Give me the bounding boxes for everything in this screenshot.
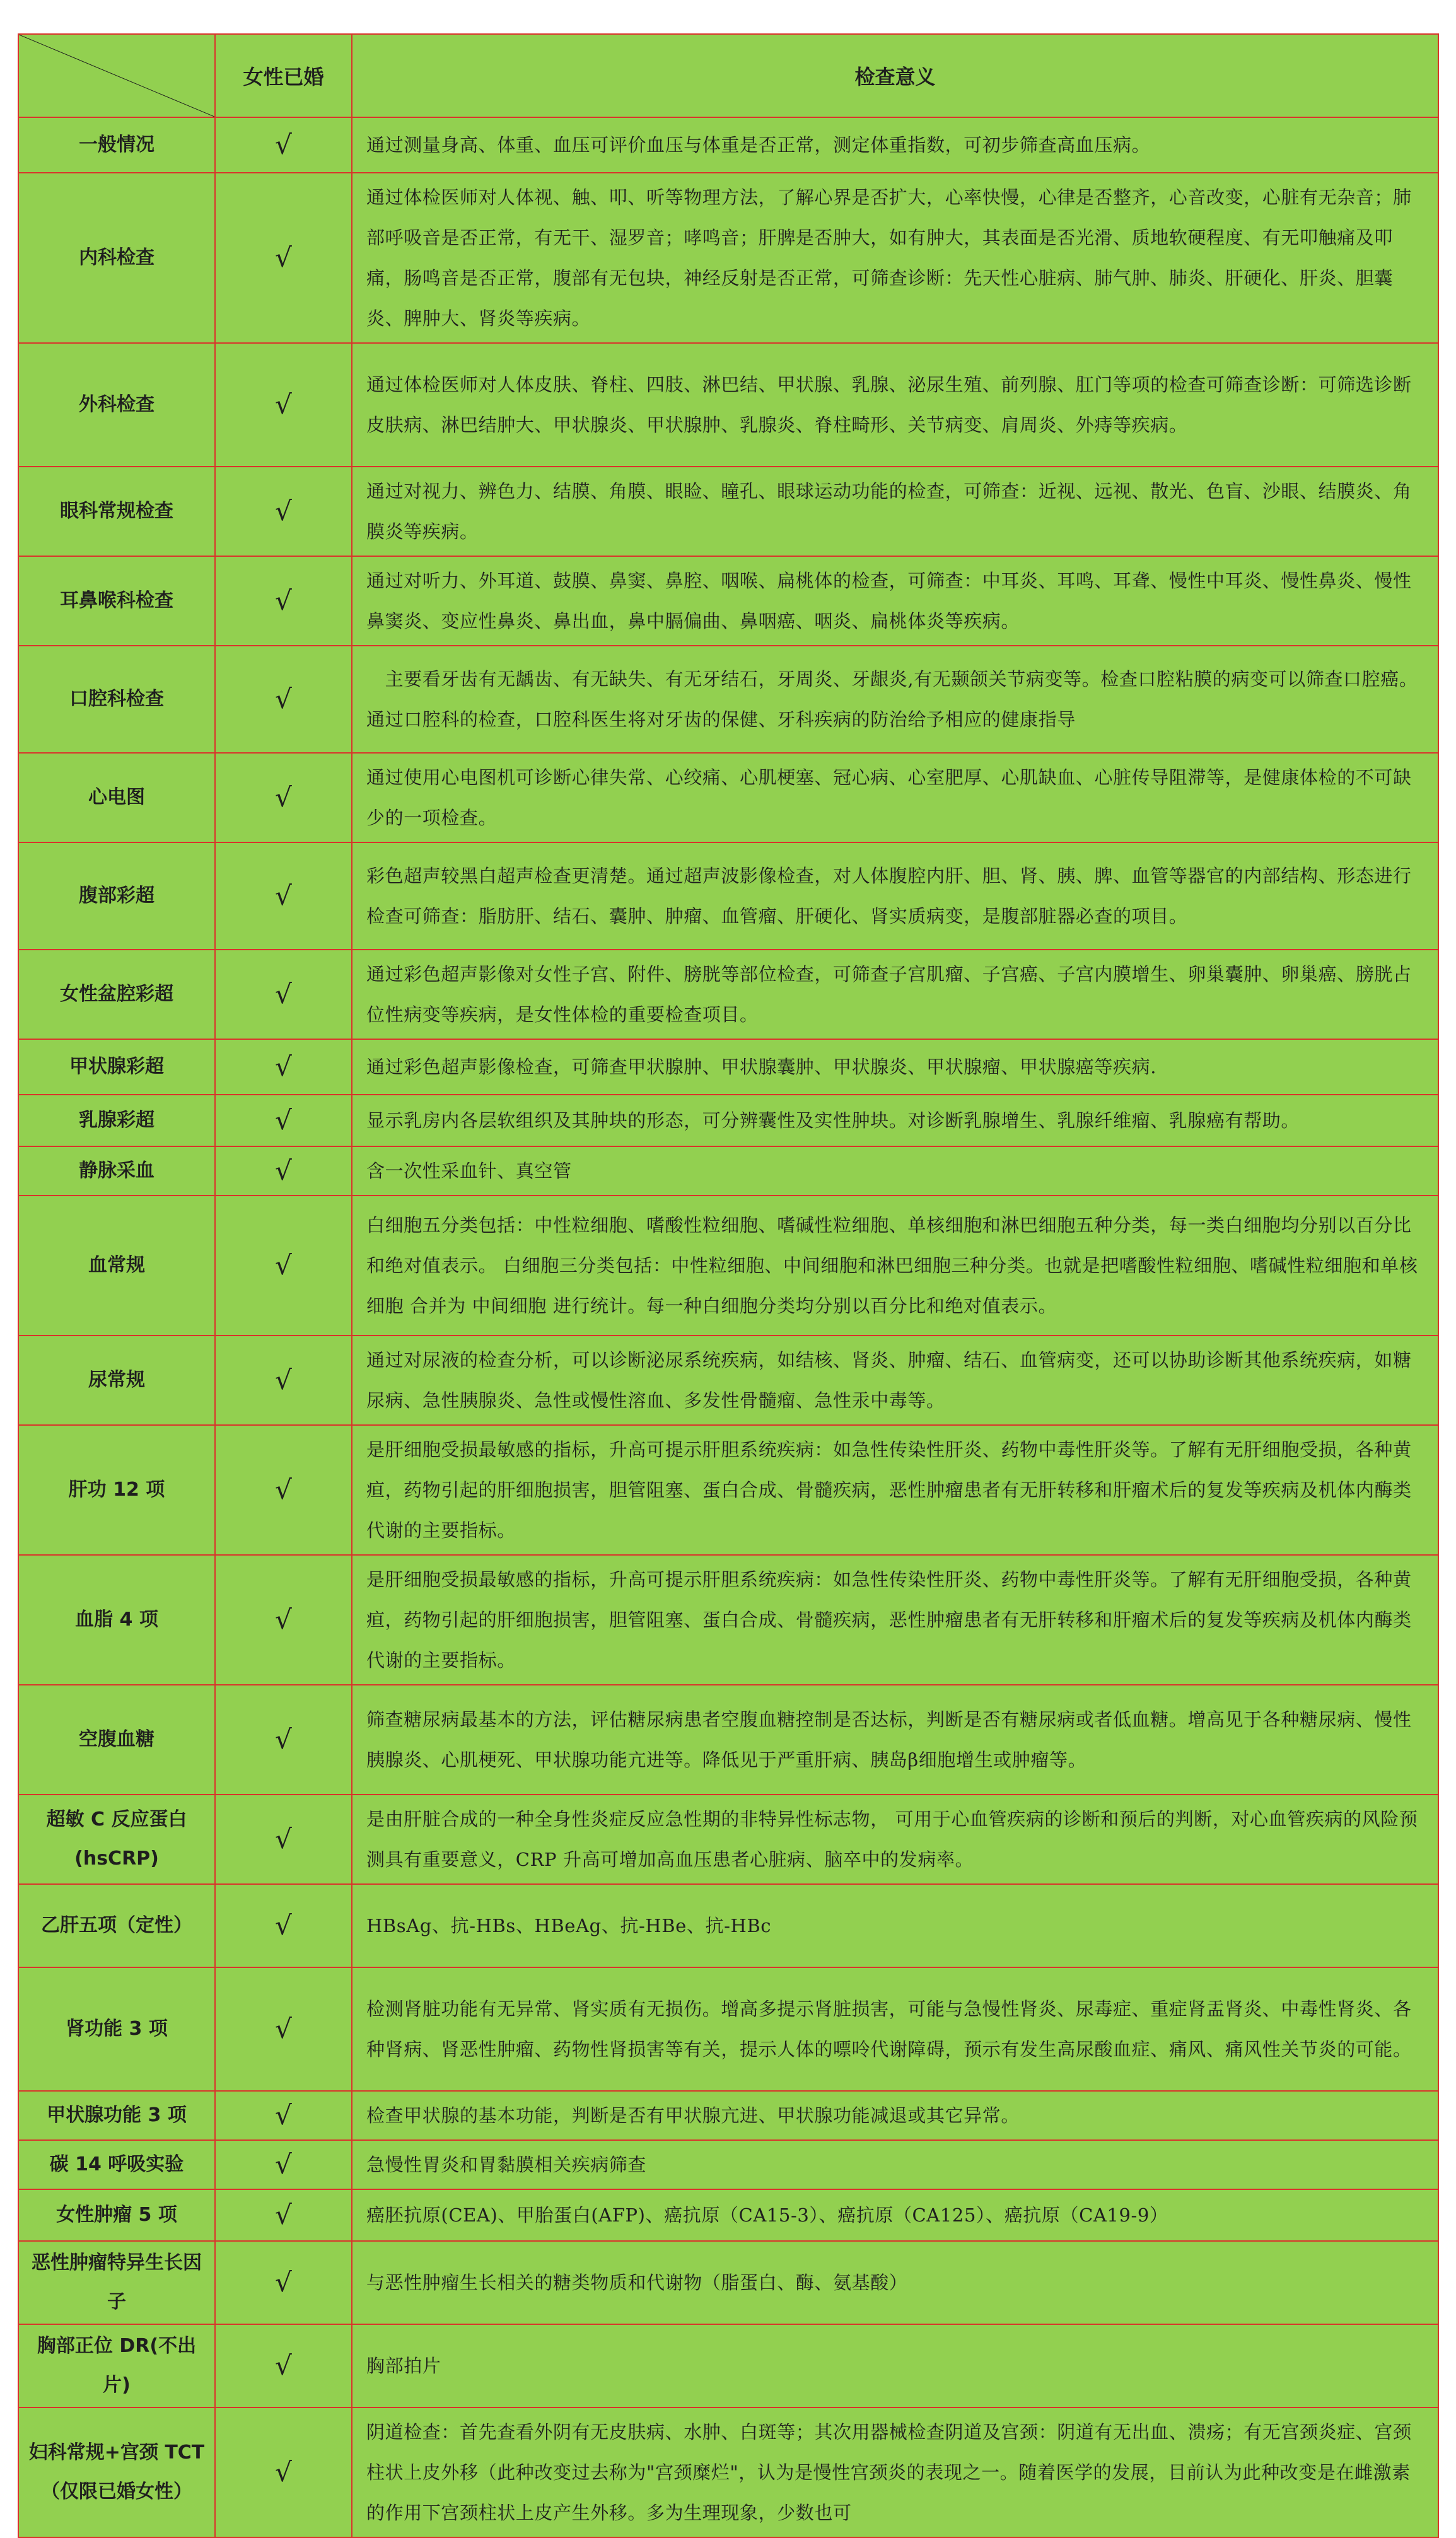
- table-row: [18, 1095, 1438, 1146]
- exam-item-name: 尿常规: [18, 1336, 215, 1425]
- exam-item-name: 静脉采血: [18, 1146, 215, 1196]
- exam-table: [18, 33, 1439, 2538]
- exam-item-name: 超敏 C 反应蛋白(hsCRP): [18, 1795, 215, 1884]
- table-row: [18, 556, 1438, 646]
- exam-item-name: 碳 14 呼吸实验: [18, 2140, 215, 2189]
- exam-item-name: 乙肝五项（定性）: [18, 1884, 215, 1967]
- exam-item-name: 血脂 4 项: [18, 1555, 215, 1685]
- exam-description: 癌胚抗原(CEA)、甲胎蛋白(AFP)、癌抗原（CA15-3）、癌抗原（CA125）、癌抗原（CA19-9）: [352, 2189, 1438, 2241]
- exam-description: 是由肝脏合成的一种全身性炎症反应急性期的非特异性标志物， 可用于心血管疾病的诊断和预后的判断，对心血管疾病的风险预测具有重要意义，CRP 升高可增加高血压患者心脏病、脑卒中的发病率。: [352, 1795, 1438, 1884]
- exam-description: 是肝细胞受损最敏感的指标，升高可提示肝胆系统疾病：如急性传染性肝炎、药物中毒性肝炎等。了解有无肝细胞受损，各种黄疸，药物引起的肝细胞损害，胆管阻塞、蛋白合成、骨髓疾病，恶性肿瘤患者有无肝转移和肝瘤术后的复发等疾病及机体内酶类代谢的主要指标。: [352, 1425, 1438, 1555]
- exam-description: 通过使用心电图机可诊断心律失常、心绞痛、心肌梗塞、冠心病、心室肥厚、心肌缺血、心脏传导阻滞等，是健康体检的不可缺少的一项检查。: [352, 753, 1438, 842]
- exam-description: 筛查糖尿病最基本的方法，评估糖尿病患者空腹血糖控制是否达标，判断是否有糖尿病或者低血糖。增高见于各种糖尿病、慢性胰腺炎、心肌梗死、甲状腺功能亢进等。降低见于严重肝病、胰岛β细胞增生或肿瘤等。: [352, 1685, 1438, 1795]
- table-row: [18, 950, 1438, 1039]
- exam-item-name: 甲状腺彩超: [18, 1039, 215, 1095]
- table-row: [18, 173, 1438, 343]
- table-body: [18, 117, 1438, 2537]
- check-mark: √: [215, 2189, 352, 2241]
- table-row: [18, 1336, 1438, 1425]
- table-row: [18, 1039, 1438, 1095]
- table-row: [18, 1685, 1438, 1795]
- exam-description: 通过体检医师对人体视、触、叩、听等物理方法，了解心界是否扩大，心率快慢，心律是否整齐，心音改变，心脏有无杂音；肺部呼吸音是否正常，有无干、湿罗音；哮鸣音；肝脾是否肿大，如有肿大，其表面是否光滑、质地软硬程度、有无叩触痛及叩痛，肠鸣音是否正常，腹部有无包块，神经反射是否正常，可筛查诊断：先天性心脏病、肺气肿、肺炎、肝硬化、肝炎、胆囊炎、脾肿大、肾炎等疾病。: [352, 173, 1438, 343]
- table-row: [18, 2407, 1438, 2537]
- exam-item-name: 甲状腺功能 3 项: [18, 2091, 215, 2140]
- check-mark: √: [215, 1795, 352, 1884]
- check-mark: √: [215, 1685, 352, 1795]
- exam-description: HBsAg、抗-HBs、HBeAg、抗-HBe、抗-HBc: [352, 1884, 1438, 1967]
- exam-description: 通过彩色超声影像对女性子宫、附件、膀胱等部位检查，可筛查子宫肌瘤、子宫癌、子宫内膜增生、卵巢囊肿、卵巢癌、膀胱占位性病变等疾病，是女性体检的重要检查项目。: [352, 950, 1438, 1039]
- check-mark: √: [215, 2091, 352, 2140]
- table-header-row: [18, 34, 1438, 117]
- exam-description: 显示乳房内各层软组织及其肿块的形态，可分辨囊性及实性肿块。对诊断乳腺增生、乳腺纤维瘤、乳腺癌有帮助。: [352, 1095, 1438, 1146]
- table-row: [18, 1146, 1438, 1196]
- table-row: [18, 1884, 1438, 1967]
- exam-item-name: 女性肿瘤 5 项: [18, 2189, 215, 2241]
- exam-description: 通过体检医师对人体皮肤、脊柱、四肢、淋巴结、甲状腺、乳腺、泌尿生殖、前列腺、肛门等项的检查可筛查诊断：可筛选诊断皮肤病、淋巴结肿大、甲状腺炎、甲状腺肿、乳腺炎、脊柱畸形、关节病变、肩周炎、外痔等疾病。: [352, 343, 1438, 467]
- exam-item-name: 一般情况: [18, 117, 215, 173]
- check-mark: √: [215, 173, 352, 343]
- table-row: [18, 1196, 1438, 1336]
- check-mark: √: [215, 343, 352, 467]
- exam-description: 主要看牙齿有无龋齿、有无缺失、有无牙结石，牙周炎、牙龈炎,有无颞颌关节病变等。检查口腔粘膜的病变可以筛查口腔癌。通过口腔科的检查，口腔科医生将对牙齿的保健、牙科疾病的防治给予相应的健康指导: [352, 646, 1438, 753]
- exam-item-name: 耳鼻喉科检查: [18, 556, 215, 646]
- check-mark: √: [215, 556, 352, 646]
- check-mark: √: [215, 753, 352, 842]
- exam-description: 通过彩色超声影像检查，可筛查甲状腺肿、甲状腺囊肿、甲状腺炎、甲状腺瘤、甲状腺癌等疾病.: [352, 1039, 1438, 1095]
- check-mark: √: [215, 950, 352, 1039]
- check-mark: √: [215, 842, 352, 950]
- exam-description: 与恶性肿瘤生长相关的糖类物质和代谢物（脂蛋白、酶、氨基酸）: [352, 2241, 1438, 2324]
- exam-item-name: 腹部彩超: [18, 842, 215, 950]
- exam-description: 通过测量身高、体重、血压可评价血压与体重是否正常，测定体重指数，可初步筛查高血压病。: [352, 117, 1438, 173]
- table-row: [18, 117, 1438, 173]
- exam-description: 胸部拍片: [352, 2324, 1438, 2407]
- header-exam-significance: 检查意义: [352, 34, 1438, 117]
- check-mark: √: [215, 1967, 352, 2091]
- check-mark: √: [215, 1146, 352, 1196]
- exam-description: 是肝细胞受损最敏感的指标，升高可提示肝胆系统疾病：如急性传染性肝炎、药物中毒性肝炎等。了解有无肝细胞受损，各种黄疸，药物引起的肝细胞损害，胆管阻塞、蛋白合成、骨髓疾病，恶性肿瘤患者有无肝转移和肝瘤术后的复发等疾病及机体内酶类代谢的主要指标。: [352, 1555, 1438, 1685]
- exam-description: 通过对尿液的检查分析，可以诊断泌尿系统疾病，如结核、肾炎、肿瘤、结石、血管病变，还可以协助诊断其他系统疾病，如糖尿病、急性胰腺炎、急性或慢性溶血、多发性骨髓瘤、急性汞中毒等。: [352, 1336, 1438, 1425]
- check-mark: √: [215, 2241, 352, 2324]
- check-mark: √: [215, 1196, 352, 1336]
- exam-item-name: 口腔科检查: [18, 646, 215, 753]
- check-mark: √: [215, 467, 352, 556]
- table-row: [18, 646, 1438, 753]
- exam-item-name: 外科检查: [18, 343, 215, 467]
- table-row: [18, 1425, 1438, 1555]
- exam-description: 白细胞五分类包括：中性粒细胞、嗜酸性粒细胞、嗜碱性粒细胞、单核细胞和淋巴细胞五种分类，每一类白细胞均分别以百分比和绝对值表示。 白细胞三分类包括：中性粒细胞、中间细胞和淋巴细胞三种分类。也就是把嗜酸性粒细胞、嗜碱性粒细胞和单核细胞 合并为 中间细胞 进行统计。每一种白细胞分类均分别以百分比和绝对值表示。: [352, 1196, 1438, 1336]
- exam-description: 通过对听力、外耳道、鼓膜、鼻窦、鼻腔、咽喉、扁桃体的检查，可筛查：中耳炎、耳鸣、耳聋、慢性中耳炎、慢性鼻炎、慢性鼻窦炎、变应性鼻炎、鼻出血，鼻中膈偏曲、鼻咽癌、咽炎、扁桃体炎等疾病。: [352, 556, 1438, 646]
- exam-item-name: 血常规: [18, 1196, 215, 1336]
- exam-item-name: 心电图: [18, 753, 215, 842]
- check-mark: √: [215, 1555, 352, 1685]
- exam-item-name: 乳腺彩超: [18, 1095, 215, 1146]
- exam-item-name: 眼科常规检查: [18, 467, 215, 556]
- exam-item-name: 空腹血糖: [18, 1685, 215, 1795]
- exam-item-name: 胸部正位 DR(不出片): [18, 2324, 215, 2407]
- check-mark: √: [215, 1336, 352, 1425]
- exam-description: 彩色超声较黑白超声检查更清楚。通过超声波影像检查，对人体腹腔内肝、胆、肾、胰、脾、血管等器官的内部结构、形态进行检查可筛查：脂肪肝、结石、囊肿、肿瘤、血管瘤、肝硬化、肾实质病变，是腹部脏器必查的项目。: [352, 842, 1438, 950]
- table-row: [18, 2189, 1438, 2241]
- exam-description: 阴道检查：首先查看外阴有无皮肤病、水肿、白斑等；其次用器械检查阴道及宫颈：阴道有无出血、溃疡；有无宫颈炎症、宫颈柱状上皮外移（此种改变过去称为"宫颈糜烂"，认为是慢性宫颈炎的表现之一。随着医学的发展，目前认为此种改变是在雌激素的作用下宫颈柱状上皮产生外移。多为生理现象，少数也可: [352, 2407, 1438, 2537]
- exam-item-name: 内科检查: [18, 173, 215, 343]
- exam-item-name: 肝功 12 项: [18, 1425, 215, 1555]
- check-mark: √: [215, 1884, 352, 1967]
- exam-description: 含一次性采血针、真空管: [352, 1146, 1438, 1196]
- check-mark: √: [215, 1095, 352, 1146]
- exam-item-name: 恶性肿瘤特异生长因子: [18, 2241, 215, 2324]
- check-mark: √: [215, 1039, 352, 1095]
- table-row: [18, 2324, 1438, 2407]
- check-mark: √: [215, 117, 352, 173]
- table-row: [18, 343, 1438, 467]
- check-mark: √: [215, 2324, 352, 2407]
- exam-description: 检查甲状腺的基本功能，判断是否有甲状腺亢进、甲状腺功能减退或其它异常。: [352, 2091, 1438, 2140]
- table-row: [18, 2091, 1438, 2140]
- diagonal-line: [19, 35, 214, 117]
- exam-description: 检测肾脏功能有无异常、肾实质有无损伤。增高多提示肾脏损害，可能与急慢性肾炎、尿毒症、重症肾盂肾炎、中毒性肾炎、各种肾病、肾恶性肿瘤、药物性肾损害等有关，提示人体的嘌呤代谢障碍，预示有发生高尿酸血症、痛风、痛风性关节炎的可能。: [352, 1967, 1438, 2091]
- table-row: [18, 753, 1438, 842]
- table-row: [18, 2241, 1438, 2324]
- table-row: [18, 1967, 1438, 2091]
- diagonal-header-cell: [18, 34, 215, 117]
- check-mark: √: [215, 2407, 352, 2537]
- check-mark: √: [215, 646, 352, 753]
- table-row: [18, 2140, 1438, 2189]
- exam-table-wrapper: [18, 33, 1438, 2538]
- table-row: [18, 1555, 1438, 1685]
- exam-item-name: 妇科常规+宫颈 TCT（仅限已婚女性）: [18, 2407, 215, 2537]
- table-row: [18, 842, 1438, 950]
- check-mark: √: [215, 2140, 352, 2189]
- exam-description: 通过对视力、辨色力、结膜、角膜、眼睑、瞳孔、眼球运动功能的检查，可筛查：近视、远视、散光、色盲、沙眼、结膜炎、角膜炎等疾病。: [352, 467, 1438, 556]
- header-female-married: 女性已婚: [215, 34, 352, 117]
- exam-description: 急慢性胃炎和胃黏膜相关疾病筛查: [352, 2140, 1438, 2189]
- exam-item-name: 女性盆腔彩超: [18, 950, 215, 1039]
- exam-item-name: 肾功能 3 项: [18, 1967, 215, 2091]
- check-mark: √: [215, 1425, 352, 1555]
- table-row: [18, 1795, 1438, 1884]
- table-row: [18, 467, 1438, 556]
